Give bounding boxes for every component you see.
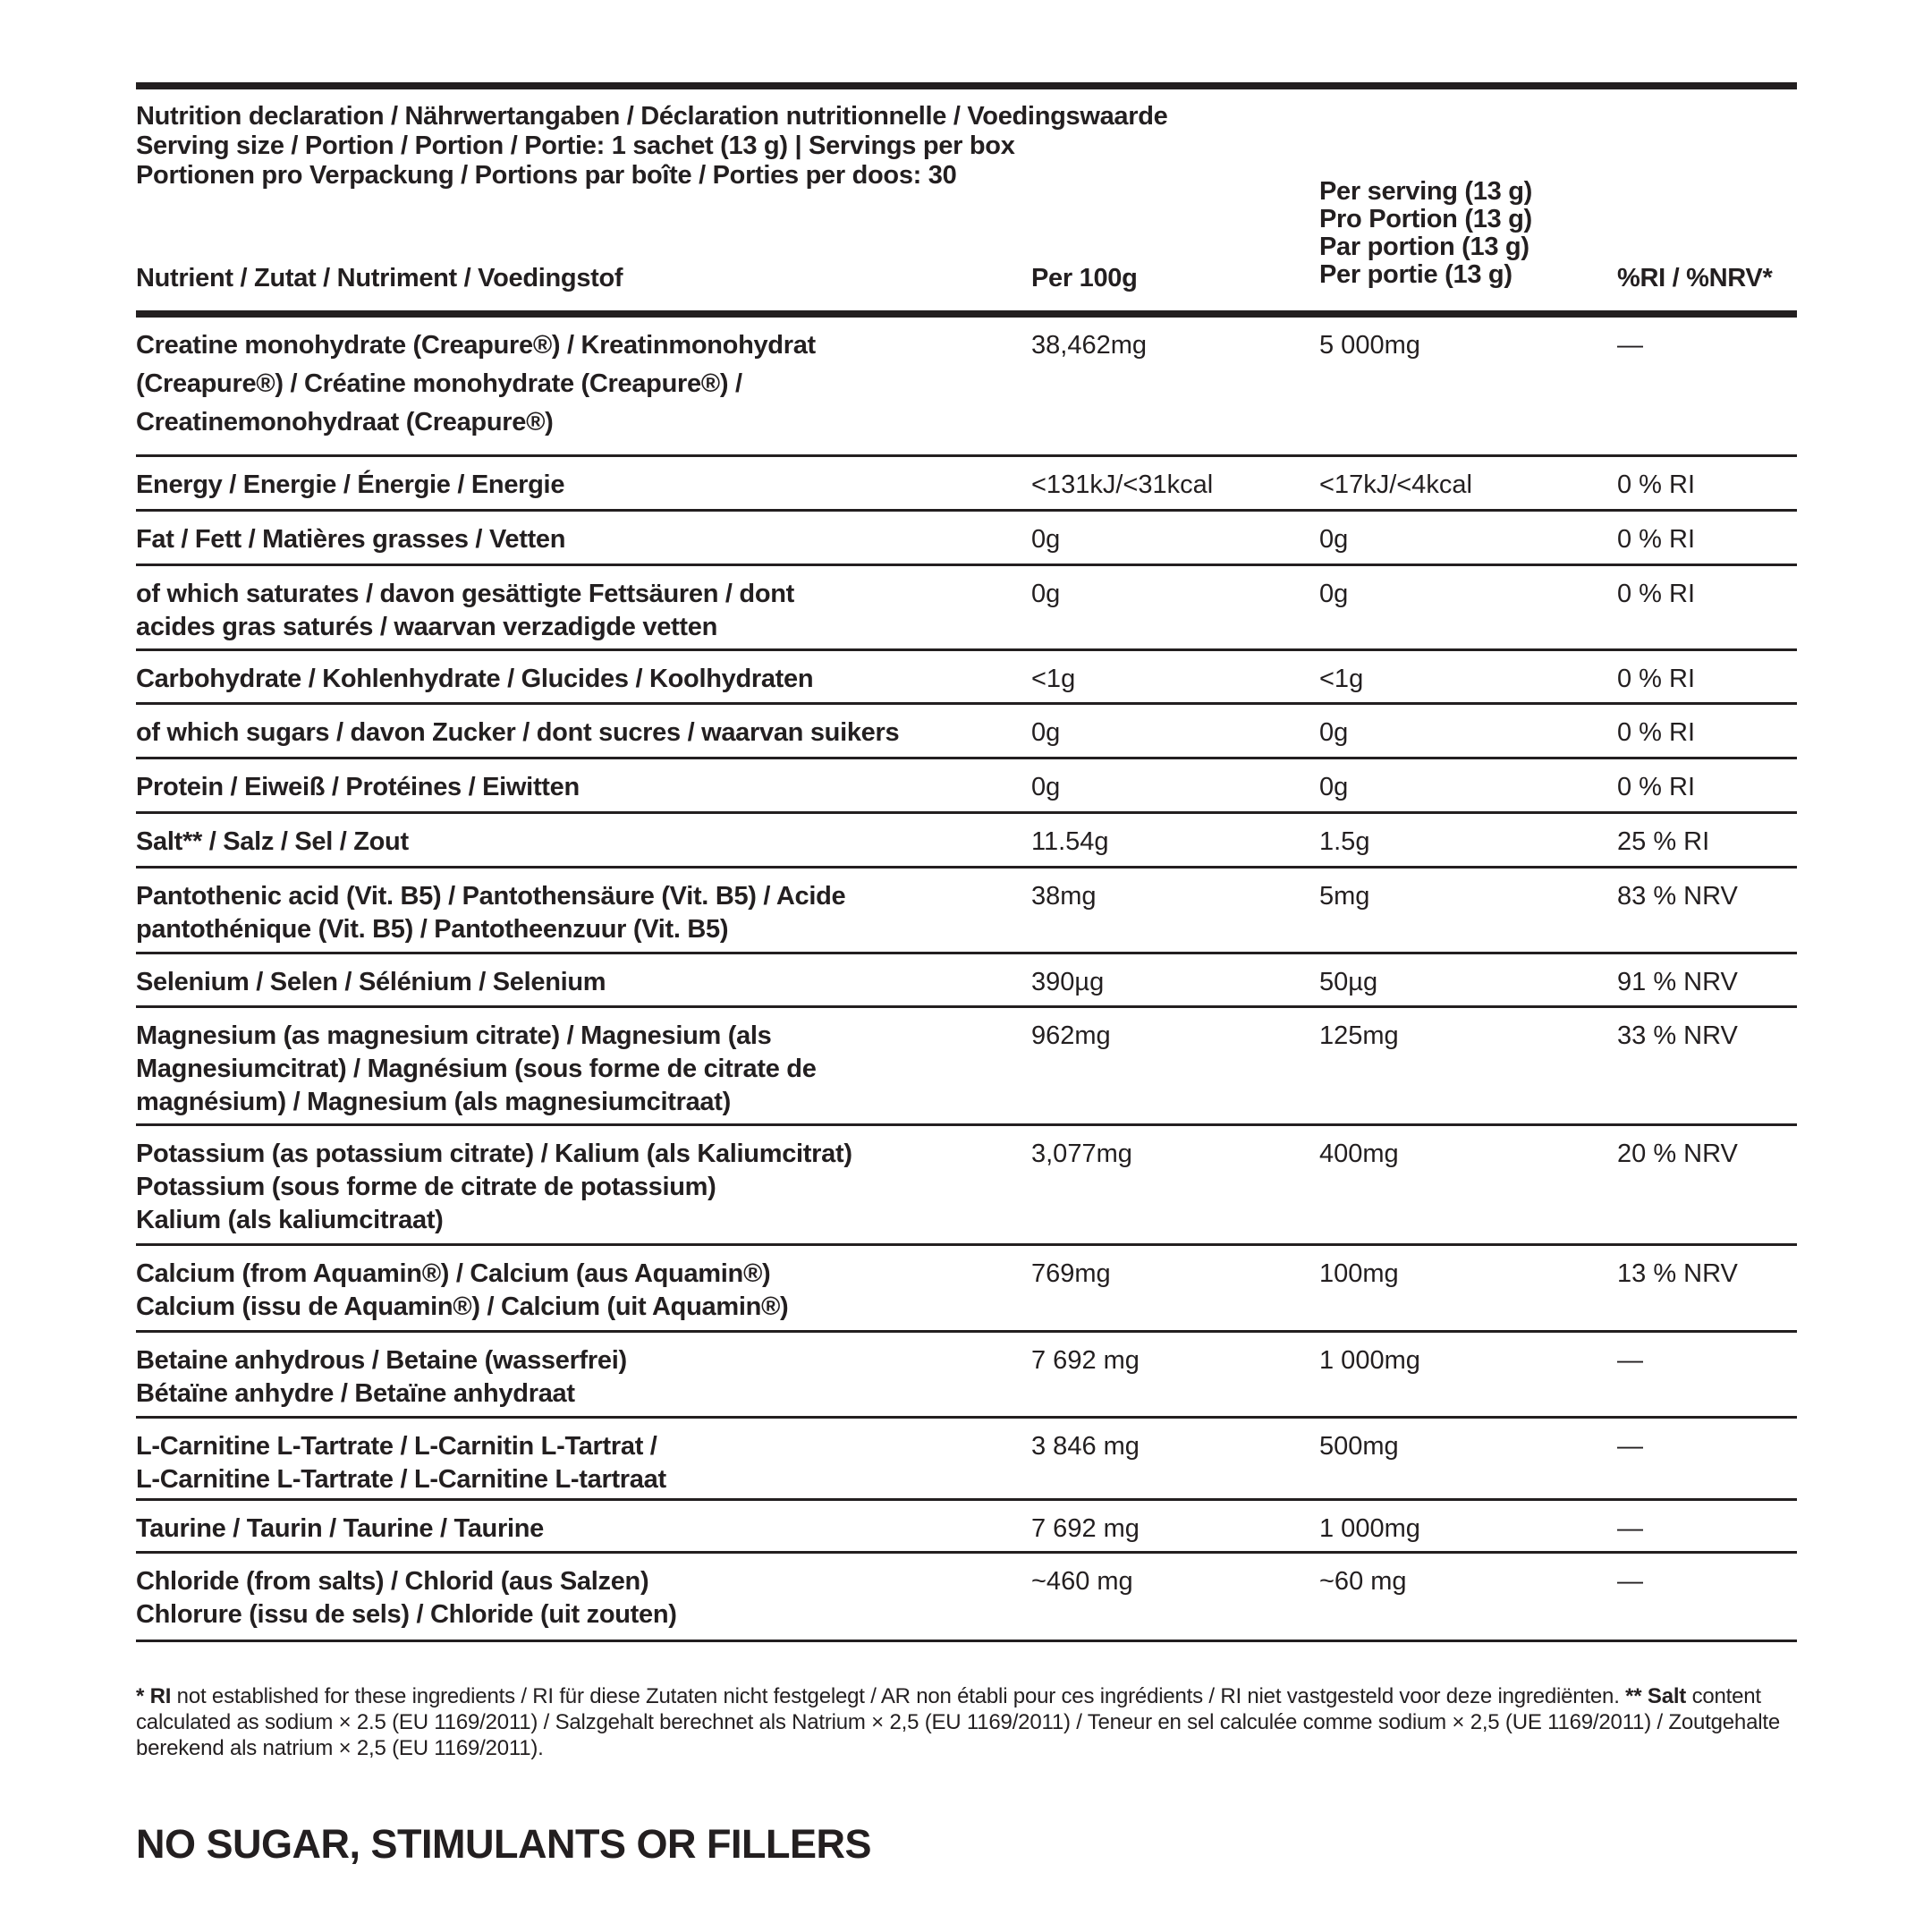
nutrient-name-line: Magnesiumcitrat) / Magnésium (sous forme de citrate de bbox=[136, 1055, 817, 1083]
value-per-serving: 0g bbox=[1319, 525, 1349, 554]
value-ri-percent: 83 % NRV bbox=[1617, 882, 1738, 911]
nutrient-name-line: Pantothenic acid (Vit. B5) / Pantothensäure (Vit. B5) / Acide bbox=[136, 882, 846, 911]
value-ri-percent: — bbox=[1617, 1567, 1643, 1596]
value-per-serving: <1g bbox=[1319, 665, 1364, 693]
per-serving-nl: Per portie (13 g) bbox=[1319, 260, 1513, 289]
nutrient-name-line: Magnesium (as magnesium citrate) / Magnesium (als bbox=[136, 1021, 772, 1050]
nutrient-name-line: acides gras saturés / waarvan verzadigde vetten bbox=[136, 613, 717, 641]
nutrient-name-line: Taurine / Taurin / Taurine / Taurine bbox=[136, 1514, 544, 1543]
value-per-serving: 1.5g bbox=[1319, 827, 1370, 856]
nutrient-name-line: of which saturates / davon gesättigte Fettsäuren / dont bbox=[136, 580, 794, 608]
footnote bbox=[136, 1683, 1800, 1761]
value-ri-percent: 25 % RI bbox=[1617, 827, 1710, 856]
nutrient-name bbox=[136, 1344, 627, 1411]
nutrient-name-line: Potassium (sous forme de citrate de potassium) bbox=[136, 1173, 716, 1201]
nutrient-name-line: Bétaïne anhydre / Betaïne anhydraat bbox=[136, 1379, 575, 1408]
nutrient-name-line: Kalium (als kaliumcitraat) bbox=[136, 1206, 444, 1234]
value-per-100g: 0g bbox=[1031, 718, 1061, 747]
value-ri-percent: 0 % RI bbox=[1617, 665, 1696, 693]
nutrient-name bbox=[136, 523, 565, 556]
nutrient-name bbox=[136, 1020, 817, 1119]
per-serving-en: Per serving (13 g) bbox=[1319, 177, 1532, 206]
value-per-serving: 50µg bbox=[1319, 968, 1378, 996]
table-row bbox=[136, 759, 1797, 814]
column-header-per-serving bbox=[1319, 178, 1532, 289]
nutrient-name bbox=[136, 716, 899, 750]
nutrient-name bbox=[136, 1513, 544, 1546]
nutrient-name bbox=[136, 469, 564, 502]
value-per-serving: 1 000mg bbox=[1319, 1346, 1420, 1375]
value-ri-percent: 0 % RI bbox=[1617, 773, 1696, 801]
value-ri-percent: 0 % RI bbox=[1617, 718, 1696, 747]
nutrient-name-line: Salt** / Salz / Sel / Zout bbox=[136, 827, 409, 856]
nutrient-name bbox=[136, 966, 606, 999]
top-rule bbox=[136, 82, 1797, 89]
value-per-100g: 11.54g bbox=[1031, 827, 1109, 856]
value-per-100g: <1g bbox=[1031, 665, 1076, 693]
nutrient-name bbox=[136, 826, 409, 859]
nutrient-name-line: Creatine monohydrate (Creapure®) / Kreatinmonohydrat bbox=[136, 331, 816, 360]
value-per-serving: 0g bbox=[1319, 773, 1349, 801]
nutrient-name-line: of which sugars / davon Zucker / dont sucres / waarvan suikers bbox=[136, 718, 900, 747]
footnote-ri-marker: * RI bbox=[136, 1684, 172, 1708]
value-per-100g: 0g bbox=[1031, 773, 1061, 801]
table-row bbox=[136, 1333, 1797, 1419]
nutrient-name-line: Calcium (issu de Aquamin®) / Calcium (uit Aquamin®) bbox=[136, 1292, 789, 1321]
value-ri-percent: — bbox=[1617, 1514, 1643, 1543]
table-row bbox=[136, 705, 1797, 759]
nutrient-name bbox=[136, 663, 813, 696]
nutrient-name-line: L-Carnitine L-Tartrate / L-Carnitin L-Tartrat / bbox=[136, 1432, 657, 1461]
per-serving-de: Pro Portion (13 g) bbox=[1319, 205, 1532, 233]
value-per-100g: 3 846 mg bbox=[1031, 1432, 1140, 1461]
table-row bbox=[136, 1554, 1797, 1642]
nutrient-name bbox=[136, 771, 580, 804]
footnote-salt-marker: ** Salt bbox=[1625, 1684, 1687, 1708]
table-row bbox=[136, 566, 1797, 651]
nutrient-name-line: Chloride (from salts) / Chlorid (aus Salzen) bbox=[136, 1567, 649, 1596]
tagline: NO SUGAR, STIMULANTS OR FILLERS bbox=[136, 1821, 871, 1867]
table-row bbox=[136, 1501, 1797, 1554]
table-row bbox=[136, 318, 1797, 457]
column-header-ri: %RI / %NRV* bbox=[1617, 264, 1773, 292]
value-per-serving: 5mg bbox=[1319, 882, 1370, 911]
nutrient-name bbox=[136, 326, 816, 442]
nutrient-name bbox=[136, 1430, 666, 1496]
value-per-serving: 0g bbox=[1319, 718, 1349, 747]
table-row bbox=[136, 869, 1797, 954]
value-per-100g: 3,077mg bbox=[1031, 1140, 1132, 1168]
nutrient-name-line: Energy / Energie / Énergie / Energie bbox=[136, 470, 565, 499]
value-ri-percent: 0 % RI bbox=[1617, 470, 1696, 499]
value-ri-percent: 91 % NRV bbox=[1617, 968, 1738, 996]
footnote-ri-text: not established for these ingredients / RI für diese Zutaten nicht festgelegt / AR non établi pour ces ingrédients / RI niet vastgesteld voor deze ingrediënten. bbox=[171, 1684, 1626, 1708]
value-ri-percent: 13 % NRV bbox=[1617, 1259, 1738, 1288]
header-servings-per-box: Portionen pro Verpackung / Portions par boîte / Porties per doos: 30 bbox=[136, 161, 957, 190]
value-per-100g: 38,462mg bbox=[1031, 331, 1147, 360]
nutrient-name-line: L-Carnitine L-Tartrate / L-Carnitine L-tartraat bbox=[136, 1465, 666, 1494]
nutrient-name-line: magnésium) / Magnesium (als magnesiumcitraat) bbox=[136, 1088, 731, 1116]
table-row bbox=[136, 814, 1797, 869]
value-ri-percent: 33 % NRV bbox=[1617, 1021, 1738, 1050]
value-per-serving: 1 000mg bbox=[1319, 1514, 1420, 1543]
per-serving-fr: Par portion (13 g) bbox=[1319, 233, 1530, 261]
value-per-100g: 38mg bbox=[1031, 882, 1097, 911]
value-per-100g: 0g bbox=[1031, 525, 1061, 554]
nutrient-name-line: Potassium (as potassium citrate) / Kalium (als Kaliumcitrat) bbox=[136, 1140, 852, 1168]
value-per-serving: 400mg bbox=[1319, 1140, 1399, 1168]
value-ri-percent: — bbox=[1617, 1432, 1643, 1461]
value-per-100g: 7 692 mg bbox=[1031, 1514, 1140, 1543]
nutrition-table bbox=[136, 318, 1797, 1642]
table-row bbox=[136, 1126, 1797, 1246]
nutrient-name-line: Calcium (from Aquamin®) / Calcium (aus Aquamin®) bbox=[136, 1259, 771, 1288]
declaration-header bbox=[136, 102, 1168, 191]
nutrient-name bbox=[136, 1138, 852, 1237]
nutrient-name bbox=[136, 1565, 677, 1631]
nutrient-name-line: Fat / Fett / Matières grasses / Vetten bbox=[136, 525, 566, 554]
nutrient-name-line: Creatinemonohydraat (Creapure®) bbox=[136, 408, 554, 436]
value-per-serving: 0g bbox=[1319, 580, 1349, 608]
value-per-serving: <17kJ/<4kcal bbox=[1319, 470, 1472, 499]
nutrient-name-line: Chlorure (issu de sels) / Chloride (uit zouten) bbox=[136, 1600, 677, 1629]
nutrient-name-line: Selenium / Selen / Sélénium / Selenium bbox=[136, 968, 606, 996]
nutrient-name bbox=[136, 578, 794, 644]
table-row bbox=[136, 1008, 1797, 1126]
table-row bbox=[136, 512, 1797, 566]
table-row bbox=[136, 1419, 1797, 1501]
value-per-100g: 0g bbox=[1031, 580, 1061, 608]
value-ri-percent: 0 % RI bbox=[1617, 525, 1696, 554]
column-header-nutrient: Nutrient / Zutat / Nutriment / Voedingstof bbox=[136, 264, 623, 292]
header-rule bbox=[136, 310, 1797, 318]
table-row bbox=[136, 457, 1797, 512]
column-header-per-100g: Per 100g bbox=[1031, 264, 1138, 292]
table-row bbox=[136, 1246, 1797, 1333]
value-per-serving: ~60 mg bbox=[1319, 1567, 1407, 1596]
value-per-serving: 500mg bbox=[1319, 1432, 1399, 1461]
nutrient-name-line: Carbohydrate / Kohlenhydrate / Glucides / Koolhydraten bbox=[136, 665, 814, 693]
value-ri-percent: — bbox=[1617, 331, 1643, 360]
table-row bbox=[136, 651, 1797, 705]
value-per-serving: 125mg bbox=[1319, 1021, 1399, 1050]
value-per-serving: 100mg bbox=[1319, 1259, 1399, 1288]
table-row bbox=[136, 954, 1797, 1008]
value-per-100g: ~460 mg bbox=[1031, 1567, 1133, 1596]
value-per-serving: 5 000mg bbox=[1319, 331, 1420, 360]
value-ri-percent: — bbox=[1617, 1346, 1643, 1375]
value-per-100g: 390µg bbox=[1031, 968, 1105, 996]
nutrient-name-line: (Creapure®) / Créatine monohydrate (Creapure®) / bbox=[136, 369, 742, 398]
value-per-100g: <131kJ/<31kcal bbox=[1031, 470, 1214, 499]
header-title: Nutrition declaration / Nährwertangaben / Déclaration nutritionnelle / Voedingswaarde bbox=[136, 102, 1168, 131]
footnote-salt-text: content calculated as sodium × 2.5 (EU 1169/2011) / Salzgehalt berechnet als Natrium × 2,5 (EU 1169/2011) / Teneur en sel calculée comme sodium × 2,5 (UE 1169/2011) / Zoutgehalte berekend als natrium × 2,5 (EU 1169/2011). bbox=[136, 1684, 1780, 1760]
header-serving-size: Serving size / Portion / Portion / Portie: 1 sachet (13 g) | Servings per box bbox=[136, 131, 1015, 160]
value-per-100g: 7 692 mg bbox=[1031, 1346, 1140, 1375]
nutrient-name bbox=[136, 1258, 788, 1324]
value-ri-percent: 0 % RI bbox=[1617, 580, 1696, 608]
value-per-100g: 962mg bbox=[1031, 1021, 1111, 1050]
value-ri-percent: 20 % NRV bbox=[1617, 1140, 1738, 1168]
nutrient-name-line: Betaine anhydrous / Betaine (wasserfrei) bbox=[136, 1346, 627, 1375]
nutrient-name-line: Protein / Eiweiß / Protéines / Eiwitten bbox=[136, 773, 580, 801]
value-per-100g: 769mg bbox=[1031, 1259, 1111, 1288]
nutrient-name bbox=[136, 880, 845, 946]
nutrient-name-line: pantothénique (Vit. B5) / Pantotheenzuur (Vit. B5) bbox=[136, 915, 729, 944]
